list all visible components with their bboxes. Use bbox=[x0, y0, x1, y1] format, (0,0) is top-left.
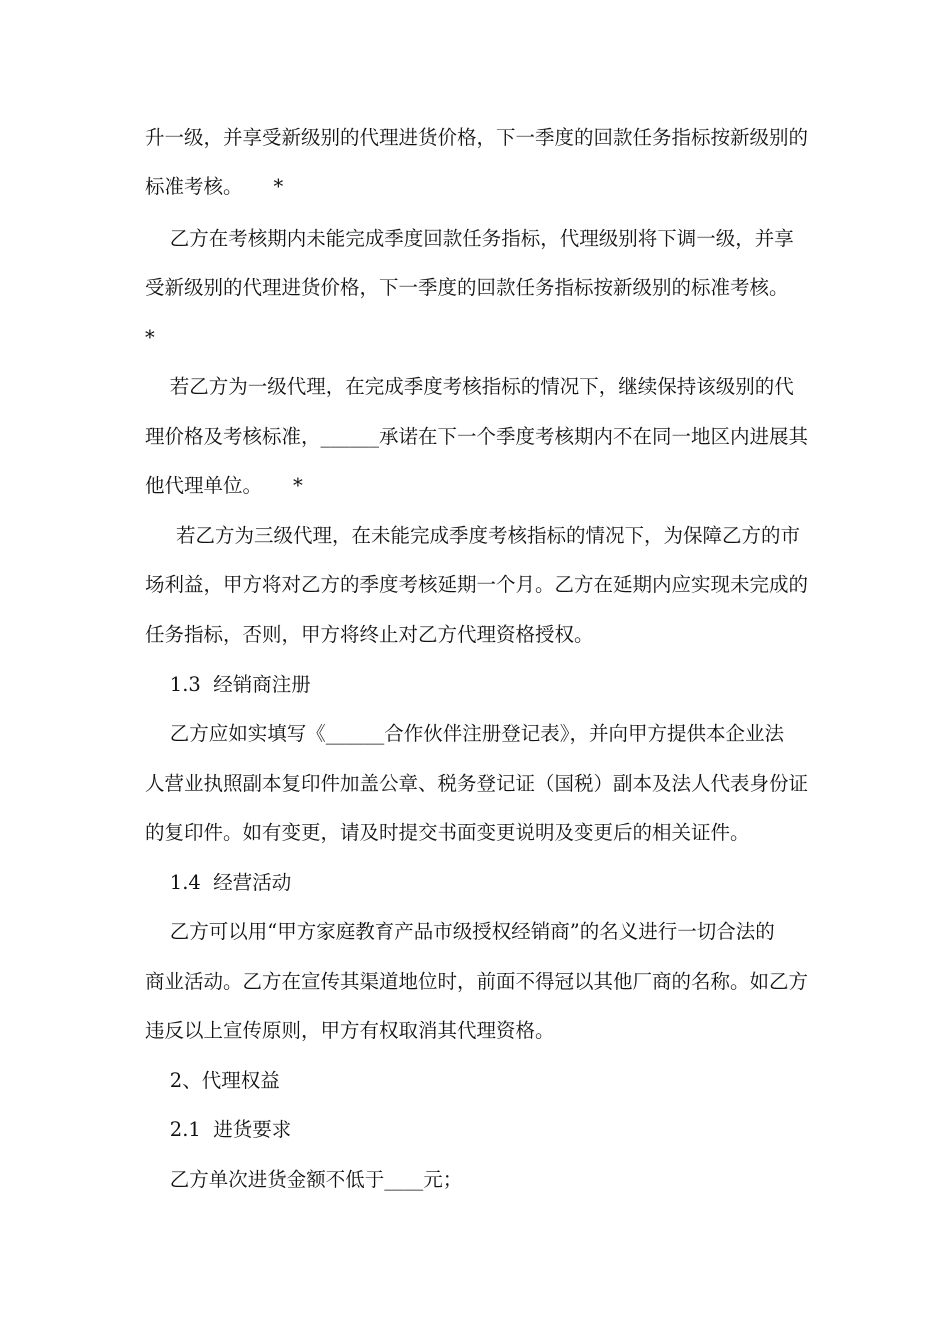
text-line: 场利益，甲方将对乙方的季度考核延期一个月。乙方在延期内应实现未完成的 bbox=[145, 573, 809, 596]
text-line: 乙方单次进货金额不低于____元； bbox=[145, 1168, 463, 1191]
section-heading: 2.1 进货要求 bbox=[145, 1118, 292, 1141]
text-line: 乙方在考核期内未能完成季度回款任务指标，代理级别将下调一级，并享 bbox=[145, 227, 794, 250]
text-line: 若乙方为一级代理，在完成季度考核指标的情况下，继续保持该级别的代 bbox=[145, 375, 794, 398]
section-heading: 1.4 经营活动 bbox=[145, 871, 292, 894]
text-line: 若乙方为三级代理，在未能完成季度考核指标的情况下，为保障乙方的市 bbox=[145, 524, 800, 547]
text-line: 任务指标，否则，甲方将终止对乙方代理资格授权。 bbox=[145, 623, 594, 646]
text-line: 受新级别的代理进货价格，下一季度的回款任务指标按新级别的标准考核。 bbox=[145, 276, 789, 299]
section-heading: 1.3 经销商注册 bbox=[145, 673, 311, 696]
text-line: 标准考核。 * bbox=[145, 175, 284, 198]
text-line: 乙方可以用“甲方家庭教育产品市级授权经销商”的名义进行一切合法的 bbox=[145, 920, 775, 943]
text-line: 违反以上宣传原则，甲方有权取消其代理资格。 bbox=[145, 1019, 555, 1042]
text-line: 理价格及考核标准，______承诺在下一个季度考核期内不在同一地区内进展其 bbox=[145, 425, 809, 448]
text-line: 升一级，并享受新级别的代理进货价格，下一季度的回款任务指标按新级别的 bbox=[145, 126, 809, 149]
text-line: 乙方应如实填写《______合作伙伴注册登记表》，并向甲方提供本企业法 bbox=[145, 722, 785, 745]
text-line: * bbox=[145, 326, 155, 349]
section-heading: 2、代理权益 bbox=[145, 1069, 280, 1092]
text-line: 的复印件。如有变更，请及时提交书面变更说明及变更后的相关证件。 bbox=[145, 821, 750, 844]
text-line: 人营业执照副本复印件加盖公章、税务登记证（国税）副本及法人代表身份证 bbox=[145, 772, 809, 795]
text-line: 他代理单位。 * bbox=[145, 474, 303, 497]
text-line: 商业活动。乙方在宣传其渠道地位时，前面不得冠以其他厂商的名称。如乙方 bbox=[145, 970, 809, 993]
